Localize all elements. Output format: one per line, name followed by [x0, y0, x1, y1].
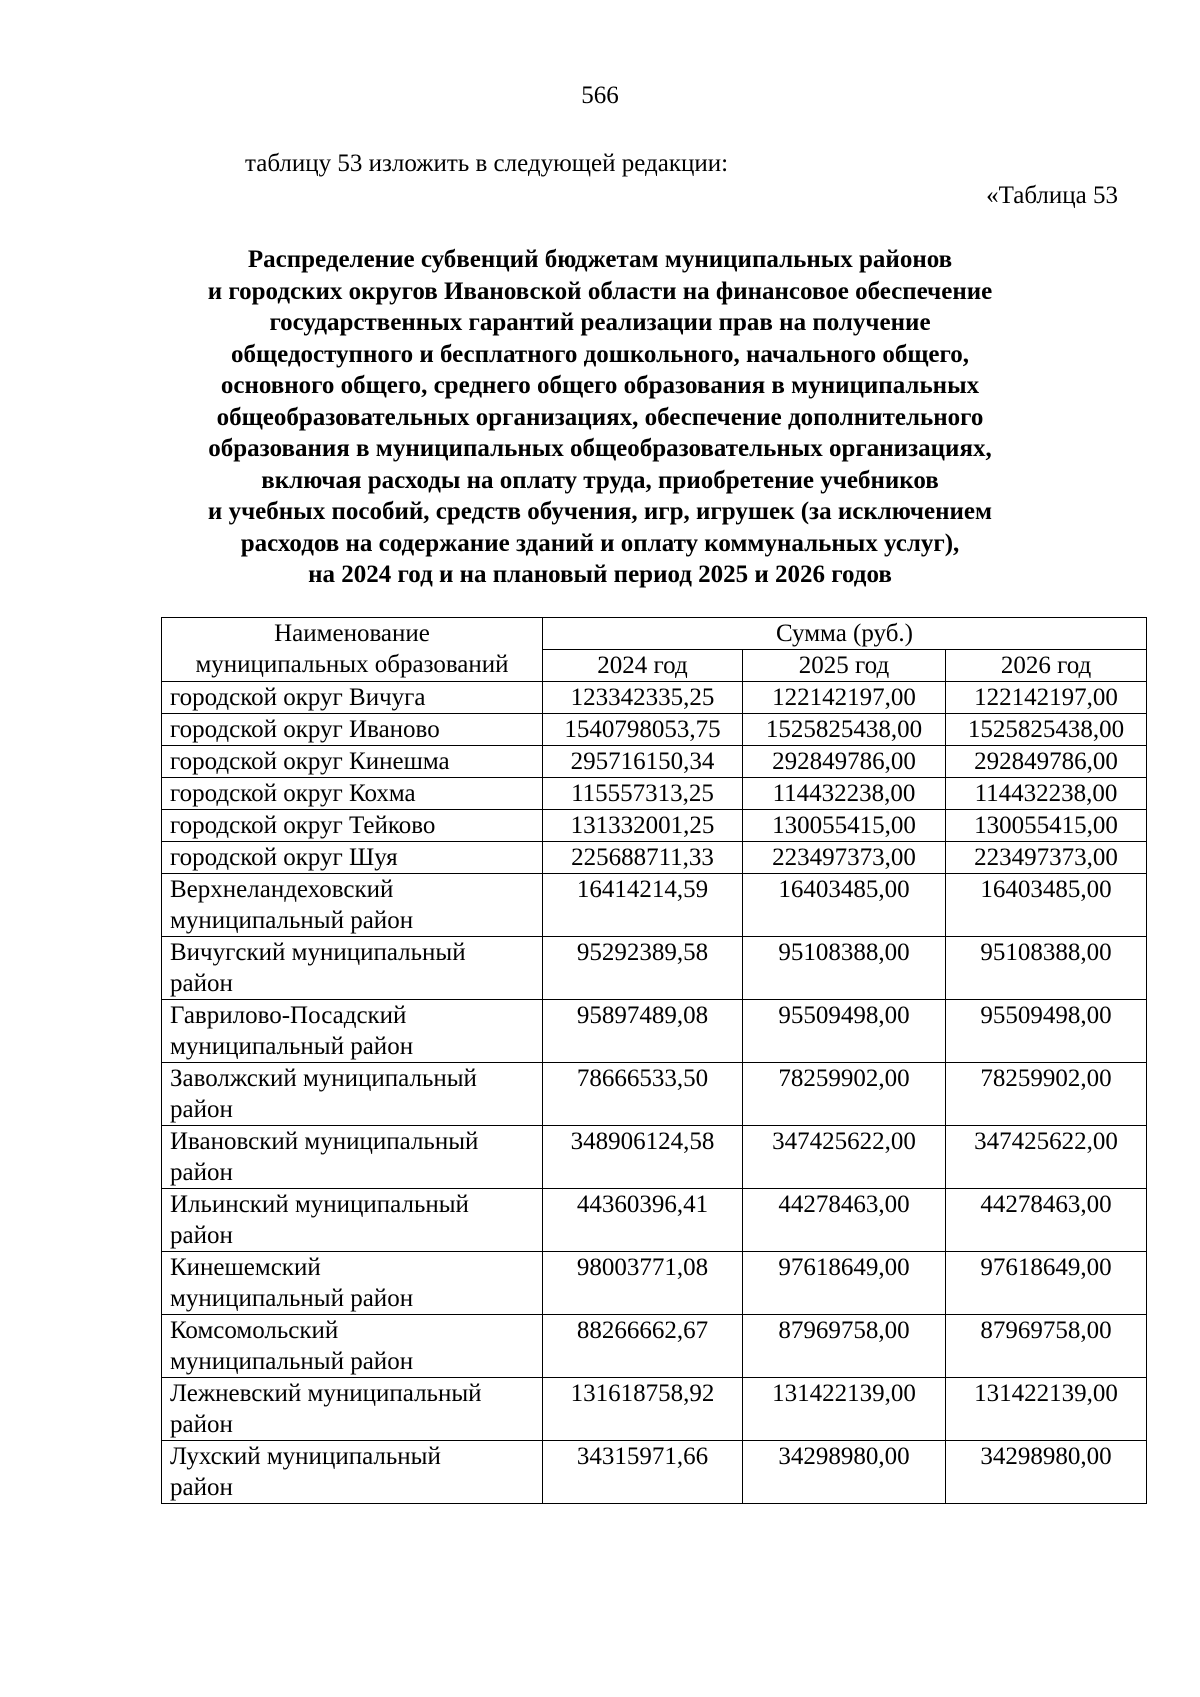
amount-2026: 95509498,00: [946, 1000, 1147, 1063]
municipality-name-line: Ильинский муниципальный: [170, 1191, 469, 1218]
amount-2025: 347425622,00: [743, 1126, 946, 1189]
table-row: [162, 810, 1147, 842]
amount-2025: 34298980,00: [743, 1441, 946, 1504]
title-line: включая расходы на оплату труда, приобретение учебников: [261, 466, 939, 494]
amount-2024: 115557313,25: [543, 778, 743, 810]
municipality-name: [162, 1441, 543, 1504]
header-year-2026: 2026 год: [946, 650, 1147, 682]
amount-2025: 223497373,00: [743, 842, 946, 874]
header-name-cell: [162, 618, 543, 682]
header-row-1: [162, 618, 1147, 650]
municipality-name-line: Лежневский муниципальный: [170, 1380, 482, 1407]
municipality-name: [162, 682, 543, 714]
municipality-name-line: район: [170, 1159, 233, 1186]
municipality-name-line: район: [170, 970, 233, 997]
municipality-name-line: муниципальный район: [170, 907, 414, 934]
title-line: государственных гарантий реализации прав на получение: [269, 309, 931, 336]
table-row: [162, 714, 1147, 746]
intro-text: таблицу 53 изложить в следующей редакции:: [245, 150, 729, 177]
amount-2026: 97618649,00: [946, 1252, 1147, 1315]
amount-2025: 114432238,00: [743, 778, 946, 810]
amount-2026: 34298980,00: [946, 1441, 1147, 1504]
amount-2025: 97618649,00: [743, 1252, 946, 1315]
municipality-name: [162, 714, 543, 746]
table-row: [162, 746, 1147, 778]
municipality-name-line: Гаврилово-Посадский: [170, 1002, 407, 1029]
municipality-name-line: городской округ Тейково: [170, 812, 436, 839]
title-line: и городских округов Ивановской области на финансовое обеспечение: [207, 277, 993, 305]
amount-2024: 1540798053,75: [543, 714, 743, 746]
amount-2025: 122142197,00: [743, 682, 946, 714]
table-row: [162, 682, 1147, 714]
municipality-name: [162, 746, 543, 778]
table-row: [162, 1441, 1147, 1504]
amount-2024: 95292389,58: [543, 937, 743, 1000]
municipality-name-line: район: [170, 1096, 233, 1123]
amount-2025: 1525825438,00: [743, 714, 946, 746]
title-line: и учебных пособий, средств обучения, игр, игрушек (за исключением: [207, 498, 993, 525]
municipality-name: [162, 810, 543, 842]
amount-2024: 123342335,25: [543, 682, 743, 714]
amount-2025: 78259902,00: [743, 1063, 946, 1126]
municipality-name-line: район: [170, 1411, 233, 1438]
amount-2026: 131422139,00: [946, 1378, 1147, 1441]
municipality-name: [162, 1189, 543, 1252]
amount-2025: 95509498,00: [743, 1000, 946, 1063]
amount-2025: 87969758,00: [743, 1315, 946, 1378]
table-row: [162, 842, 1147, 874]
municipality-name-line: городской округ Шуя: [170, 844, 398, 871]
header-name-line: муниципальных образований: [195, 651, 509, 678]
amount-2024: 88266662,67: [543, 1315, 743, 1378]
amount-2024: 34315971,66: [543, 1441, 743, 1504]
amount-2024: 225688711,33: [543, 842, 743, 874]
header-sum: Сумма (руб.): [543, 618, 1147, 650]
title-line: общеобразовательных организациях, обеспечение дополнительного: [216, 403, 984, 431]
municipality-name-line: Вичугский муниципальный: [170, 939, 466, 966]
table-row: [162, 1000, 1147, 1063]
amount-2026: 95108388,00: [946, 937, 1147, 1000]
header-name-line: Наименование: [274, 620, 430, 647]
title-line: расходов на содержание зданий и оплату коммунальных услуг),: [240, 529, 960, 557]
header-year-2024: 2024 год: [543, 650, 743, 682]
municipality-name-line: Заволжский муниципальный: [170, 1065, 477, 1092]
municipality-name-line: городской округ Кохма: [170, 780, 416, 807]
table-row: [162, 937, 1147, 1000]
municipality-name-line: Ивановский муниципальный: [170, 1128, 479, 1155]
municipality-name: [162, 842, 543, 874]
page-number: 566: [581, 82, 619, 109]
municipality-name-line: муниципальный район: [170, 1348, 414, 1375]
table-row: [162, 1315, 1147, 1378]
table-row: [162, 778, 1147, 810]
municipality-name-line: район: [170, 1474, 233, 1501]
municipality-name: [162, 778, 543, 810]
amount-2024: 348906124,58: [543, 1126, 743, 1189]
municipality-name: [162, 1315, 543, 1378]
document-title: [150, 244, 1050, 591]
title-line: Распределение субвенций бюджетам муниципальных районов: [247, 246, 953, 273]
municipality-name: [162, 1063, 543, 1126]
table-row: [162, 874, 1147, 937]
amount-2026: 347425622,00: [946, 1126, 1147, 1189]
municipality-name-line: городской округ Иваново: [170, 716, 440, 743]
municipality-name-line: муниципальный район: [170, 1033, 414, 1060]
amount-2025: 16403485,00: [743, 874, 946, 937]
amount-2025: 95108388,00: [743, 937, 946, 1000]
amount-2026: 1525825438,00: [946, 714, 1147, 746]
table-row: [162, 1063, 1147, 1126]
municipality-name: [162, 937, 543, 1000]
header-year-2025: 2025 год: [743, 650, 946, 682]
amount-2025: 292849786,00: [743, 746, 946, 778]
municipality-name: [162, 1378, 543, 1441]
title-line: основного общего, среднего общего образования в муниципальных: [220, 372, 980, 399]
title-line: образования в муниципальных общеобразовательных организациях,: [208, 435, 992, 462]
amount-2024: 95897489,08: [543, 1000, 743, 1063]
amount-2026: 78259902,00: [946, 1063, 1147, 1126]
municipality-name-line: Комсомольский: [170, 1317, 339, 1344]
amount-2024: 98003771,08: [543, 1252, 743, 1315]
table-row: [162, 1189, 1147, 1252]
subsidy-table: [161, 617, 1147, 1504]
amount-2024: 131618758,92: [543, 1378, 743, 1441]
municipality-name: [162, 1252, 543, 1315]
municipality-name-line: Верхнеландеховский: [170, 876, 394, 903]
municipality-name-line: городской округ Кинешма: [170, 748, 450, 775]
amount-2024: 16414214,59: [543, 874, 743, 937]
amount-2026: 223497373,00: [946, 842, 1147, 874]
amount-2026: 122142197,00: [946, 682, 1147, 714]
municipality-name: [162, 874, 543, 937]
amount-2026: 87969758,00: [946, 1315, 1147, 1378]
table-body: [162, 682, 1147, 1504]
amount-2024: 295716150,34: [543, 746, 743, 778]
amount-2026: 292849786,00: [946, 746, 1147, 778]
amount-2025: 44278463,00: [743, 1189, 946, 1252]
municipality-name: [162, 1000, 543, 1063]
amount-2024: 131332001,25: [543, 810, 743, 842]
table-row: [162, 1252, 1147, 1315]
amount-2025: 131422139,00: [743, 1378, 946, 1441]
municipality-name-line: Лухский муниципальный: [170, 1443, 441, 1470]
municipality-name-line: муниципальный район: [170, 1285, 414, 1312]
municipality-name-line: район: [170, 1222, 233, 1249]
amount-2024: 78666533,50: [543, 1063, 743, 1126]
title-line: общедоступного и бесплатного дошкольного, начального общего,: [230, 340, 970, 368]
amount-2024: 44360396,41: [543, 1189, 743, 1252]
amount-2026: 44278463,00: [946, 1189, 1147, 1252]
table-label: «Таблица 53: [986, 182, 1118, 209]
municipality-name-line: Кинешемский: [170, 1254, 321, 1281]
amount-2026: 114432238,00: [946, 778, 1147, 810]
title-line: на 2024 год и на плановый период 2025 и 2026 годов: [308, 561, 892, 588]
municipality-name: [162, 1126, 543, 1189]
amount-2026: 16403485,00: [946, 874, 1147, 937]
table-row: [162, 1126, 1147, 1189]
amount-2026: 130055415,00: [946, 810, 1147, 842]
table-row: [162, 1378, 1147, 1441]
amount-2025: 130055415,00: [743, 810, 946, 842]
municipality-name-line: городской округ Вичуга: [170, 684, 426, 711]
